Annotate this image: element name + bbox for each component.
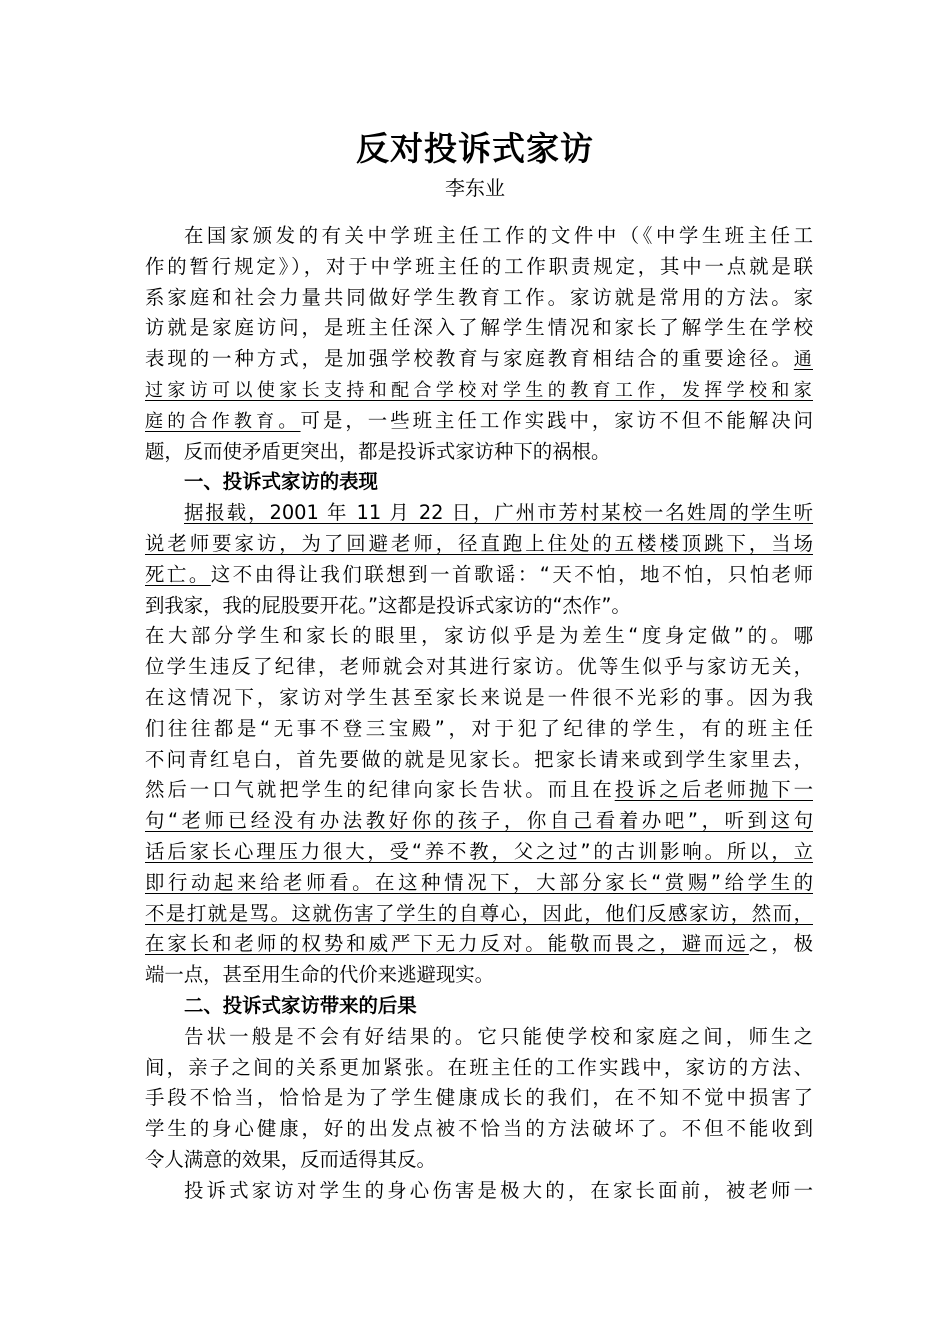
text-line (145, 775, 813, 806)
text-line (145, 1083, 813, 1114)
text-segment: 间，亲子之间的关系更加紧张。在班主任的工作实践中，家访的方法、 (145, 1055, 813, 1079)
text-segment: 作的暂行规定》），对于中学班主任的工作职责规定，其中一点就是联 (145, 254, 813, 278)
text-line (145, 344, 813, 375)
text-line (145, 652, 813, 683)
text-segment: 表现的一种方式，是加强学校教育与家庭教育相结合的重要途径。 (145, 347, 794, 371)
underlined-text: 据报载，2001 年 11 月 22 日，广州市芳村某校一名姓周的学生听 (184, 501, 813, 525)
text-line (145, 283, 813, 314)
underlined-text: 通 (793, 349, 813, 371)
text-line (145, 252, 813, 283)
section-heading (145, 467, 813, 498)
underlined-text: 说老师要家访，为了回避老师，径直跑上住处的五楼楼顶跳下，当场 (145, 531, 813, 555)
text-line (145, 621, 813, 652)
underlined-text: 庭的合作教育。 (145, 410, 301, 432)
text-segment: 告状一般是不会有好结果的。它只能使学校和家庭之间，师生之 (184, 1024, 813, 1048)
text-line (145, 1145, 813, 1176)
text-segment: 投诉式家访对学生的身心伤害是极大的，在家长面前，被老师一 (184, 1178, 813, 1202)
text-segment: 在国家颁发的有关中学班主任工作的文件中（《中学生班主任工 (184, 224, 813, 247)
text-segment: 然后一口气就把学生的纪律向家长告状。而且在 (145, 778, 615, 802)
text-line (145, 1114, 813, 1145)
text-line (145, 899, 813, 930)
text-segment: 访就是家庭访问，是班主任深入了解学生情况和家长了解学生在学校 (145, 316, 813, 340)
text-segment: 可是，一些班主任工作实践中，家访不但不能解决问 (300, 408, 813, 432)
text-segment: 在大部分学生和家长的眼里，家访似乎是为差生“度身定做”的。哪 (145, 624, 813, 648)
text-line (145, 406, 813, 437)
text-line (145, 1022, 813, 1053)
text-segment: 在这情况下，家访对学生甚至家长来说是一件很不光彩的事。因为我 (145, 685, 813, 709)
text-segment: 一、投诉式家访的表现 (184, 470, 378, 494)
underlined-text: 不是打就是骂。这就伤害了学生的自尊心，因此，他们反感家访，然而， (145, 901, 813, 925)
underlined-text: 即行动起来给老师看。在这种情况下，大部分家长“赏赐”给学生的 (145, 870, 813, 894)
text-line (145, 1053, 813, 1084)
text-line (145, 1176, 813, 1207)
text-line (145, 683, 813, 714)
text-segment: 不问青红皂白，首先要做的就是见家长。把家长请来或到学生家里去， (145, 747, 813, 771)
text-segment: 令人满意的效果，反而适得其反。 (145, 1147, 436, 1171)
text-segment: 到我家，我的屁股要开花。”这都是投诉式家访的“杰作”。 (145, 593, 631, 617)
document-body (145, 221, 813, 1207)
text-line (145, 221, 813, 252)
text-segment: 之，极 (748, 932, 813, 956)
underlined-text: 死亡。 (145, 562, 211, 586)
text-line (145, 437, 813, 468)
section-heading (145, 991, 813, 1022)
text-segment: 二、投诉式家访带来的后果 (184, 993, 417, 1017)
text-line (145, 529, 813, 560)
text-segment: 端一点，甚至用生命的代价来逃避现实。 (145, 963, 495, 987)
text-segment: 手段不恰当，恰恰是为了学生健康成长的我们，在不知不觉中损害了 (145, 1086, 813, 1110)
text-line (145, 498, 813, 529)
text-line (145, 375, 813, 406)
text-line (145, 806, 813, 837)
underlined-text: 句“老师已经没有办法教好你的孩子，你自己看着办吧”，听到这句 (145, 809, 813, 833)
text-line (145, 868, 813, 899)
document-title: 反对投诉式家访 (356, 129, 594, 168)
text-line (145, 960, 813, 991)
document-author: 李东业 (445, 176, 505, 200)
underlined-text: 话后家长心理压力很大，受“养不教，父之过”的古训影响。所以，立 (145, 839, 813, 863)
underlined-text: 过家访可以使家长支持和配合学校对学生的教育工作，发挥学校和家 (145, 379, 813, 401)
text-line (145, 837, 813, 868)
underlined-text: 投诉之后老师抛下一 (614, 778, 813, 802)
text-line (145, 313, 813, 344)
text-line (145, 591, 813, 622)
text-segment: 系家庭和社会力量共同做好学生教育工作。家访就是常用的方法。家 (145, 285, 813, 309)
underlined-text: 在家长和老师的权势和威严下无力反对。能敬而畏之，避而远 (145, 932, 749, 956)
text-line (145, 560, 813, 591)
text-segment: 位学生违反了纪律，老师就会对其进行家访。优等生似乎与家访无关， (145, 655, 813, 679)
text-segment: 题，反而使矛盾更突出，都是投诉式家访种下的祸根。 (145, 439, 611, 463)
text-line (145, 714, 813, 745)
text-segment: 学生的身心健康，好的出发点被不恰当的方法破坏了。不但不能收到 (145, 1117, 813, 1141)
text-line (145, 929, 813, 960)
text-line (145, 745, 813, 776)
text-segment: 们往往都是“无事不登三宝殿”，对于犯了纪律的学生，有的班主任 (145, 716, 813, 740)
text-segment: 这不由得让我们联想到一首歌谣：“天不怕，地不怕，只怕老师 (210, 562, 813, 586)
